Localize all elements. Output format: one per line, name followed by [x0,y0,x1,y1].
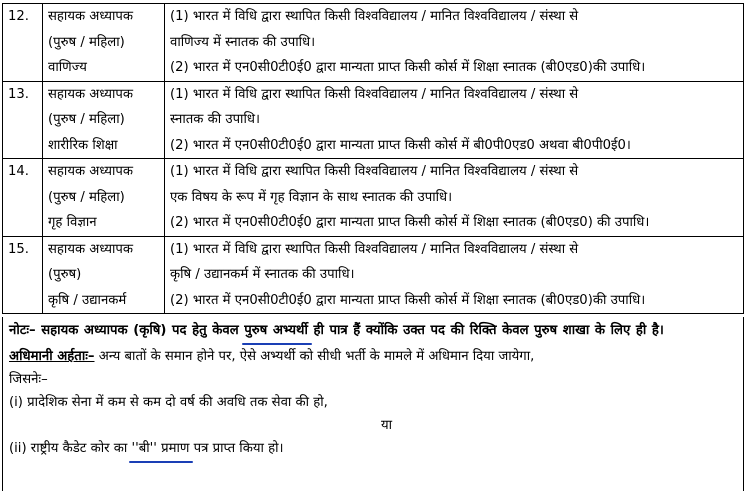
post-name-cell [43,159,165,237]
post-line: कृषि / उद्यानकर्म [48,292,127,308]
qualification-line: (2) भारत में एन0सी0टी0ई0 द्वारा मान्यता प्राप्त किसी कोर्स में शिक्षा स्नातक (बी0एड0)की उपाधि। [170,60,646,75]
post-line: सहायक अध्यापक [48,241,134,257]
preference-line2: जिसनेः– [9,372,48,387]
condition-second-text: (ii) राष्ट्रीय कैडेट कोर का [9,441,132,456]
qualification-cell [165,159,744,237]
qualification-cell [165,236,744,314]
qualification-line: (1) भारत में विधि द्वारा स्थापित किसी विश्वविद्यालय / मानित विश्वविद्यालय / संस्था से [170,86,579,102]
post-line: (पुरुष) [48,267,82,282]
qualification-line: स्नातक की उपाधि। [170,112,261,127]
post-line: (पुरुष / महिला) [48,34,125,50]
preference-paragraph [9,345,739,391]
post-line: वाणिज्य [48,60,87,75]
serial-number: 14. [3,159,43,237]
note-text-tail: ही पात्र हैं क्योंकि उक्त पद की रिक्ति केवल पुरुष शाखा के लिए ही है। [307,323,664,338]
preference-heading: अधिमानी अर्हताः– [9,349,95,364]
table-row [3,159,744,237]
qualification-line: कृषि / उद्यानकर्म में स्नातक की उपाधि। [170,267,355,282]
serial-number: 15. [3,236,43,314]
post-line: सहायक अध्यापक [48,9,134,24]
qualification-line: (2) भारत में एन0सी0टी0ई0 द्वारा मान्यता प्राप्त किसी कोर्स में शिक्षा स्नातक (बी0एड0)की उपाधि। [170,292,646,308]
serial-number: 13. [3,81,43,159]
post-name-cell [43,4,165,82]
post-line: सहायक अध्यापक [48,86,134,102]
post-name-cell [43,81,165,159]
qualification-cell [165,4,744,82]
qualification-line: (2) भारत में एन0सी0टी0ई0 द्वारा मान्यता प्राप्त किसी कोर्स में शिक्षा स्नातक (बी0एड0) की उपाधि। [170,215,650,230]
serial-number: 12. [3,4,43,82]
condition-second-highlight: ''बी'' प्रमाण [131,437,189,461]
table-row [3,4,744,82]
note-highlight: पुरुष अभ्यर्थी [244,319,308,343]
post-line: (पुरुष / महिला) [48,189,125,205]
notes-section [2,317,744,491]
post-line: (पुरुष / महिला) [48,112,125,127]
post-line: गृह विज्ञान [48,215,97,230]
condition-or: या [380,418,393,433]
preference-text: अन्य बातों के समान होने पर, ऐसे अभ्यर्थी को सीधी भर्ती के मामले में अधिमान दिया जायेगा, [94,349,535,364]
post-line: शारीरिक शिक्षा [48,137,118,153]
qualification-table [2,3,744,314]
post-name-cell [43,236,165,314]
qualification-line: एक विषय के रूप में गृह विज्ञान के साथ स्नातक की उपाधि। [170,189,453,205]
qualification-line: (2) भारत में एन0सी0टी0ई0 द्वारा मान्यता प्राप्त किसी कोर्स में बी0पी0एड0 अथवा बी0पी0ई0। [170,137,631,153]
qualification-line: (1) भारत में विधि द्वारा स्थापित किसी विश्वविद्यालय / मानित विश्वविद्यालय / संस्था से [170,241,579,257]
note-paragraph [9,319,739,343]
qualification-cell [165,81,744,159]
note-text: नोटः– सहायक अध्यापक (कृषि) पद हेतु केवल [9,323,245,338]
table-row [3,236,744,314]
condition-first: (i) प्रादेशिक सेना में कम से कम दो वर्ष की अवधि तक सेवा की हो, [9,395,328,410]
post-line: सहायक अध्यापक [48,164,134,179]
condition-second-tail: पत्र प्राप्त किया हो। [189,441,284,456]
qualification-line: (1) भारत में विधि द्वारा स्थापित किसी विश्वविद्यालय / मानित विश्वविद्यालय / संस्था से [170,164,579,179]
condition-second [9,437,739,461]
qualification-line: (1) भारत में विधि द्वारा स्थापित किसी विश्वविद्यालय / मानित विश्वविद्यालय / संस्था से [170,9,579,24]
table-row [3,81,744,159]
qualification-line: वाणिज्य में स्नातक की उपाधि। [170,34,316,50]
